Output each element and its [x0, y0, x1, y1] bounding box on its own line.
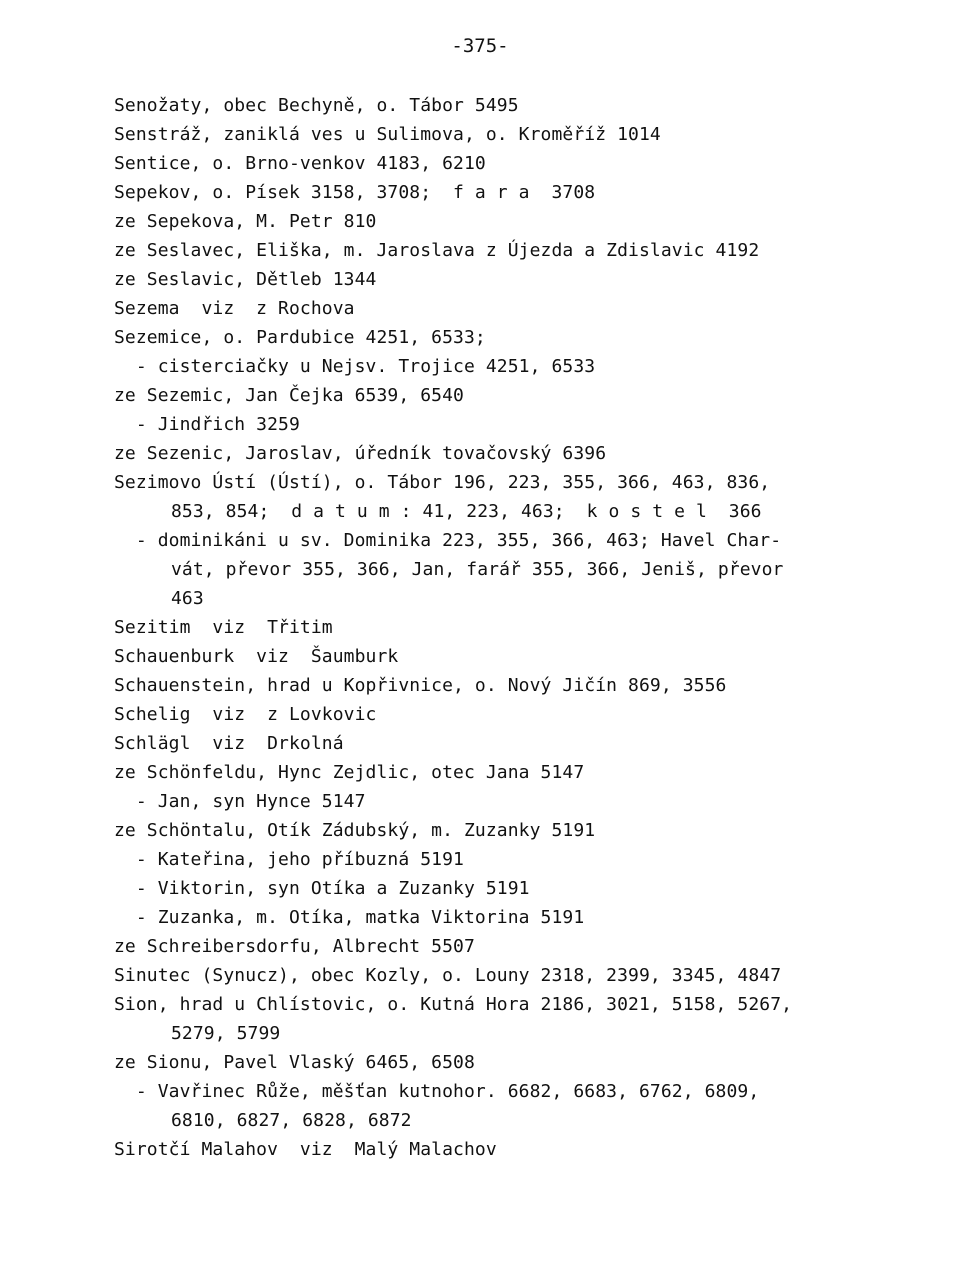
- index-entry-line: - cisterciačky u Nejsv. Trojice 4251, 6533: [114, 356, 596, 377]
- index-entry-line: ze Sezemic, Jan Čejka 6539, 6540: [114, 385, 464, 406]
- index-entry-line: Schelig viz z Lovkovic: [114, 704, 377, 725]
- index-entry-line: Sezimovo Ústí (Ústí), o. Tábor 196, 223, 355, 366, 463, 836,: [114, 472, 771, 493]
- index-entry-line: - dominikáni u sv. Dominika 223, 355, 366, 463; Havel Char-: [114, 530, 782, 551]
- index-entry-continuation: 463: [171, 588, 204, 609]
- index-entry-continuation: 6810, 6827, 6828, 6872: [171, 1110, 412, 1131]
- index-entry-line: ze Sezenic, Jaroslav, úředník tovačovský 6396: [114, 443, 607, 464]
- index-entry-line: ze Schönfeldu, Hync Zejdlic, otec Jana 5147: [114, 762, 585, 783]
- index-entry-line: - Vavřinec Růže, měšťan kutnohor. 6682, 6683, 6762, 6809,: [114, 1081, 760, 1102]
- index-entry-line: ze Seslavic, Dětleb 1344: [114, 269, 377, 290]
- index-entry-line: Sion, hrad u Chlístovic, o. Kutná Hora 2186, 3021, 5158, 5267,: [114, 994, 793, 1015]
- index-entry-line: ze Seslavec, Eliška, m. Jaroslava z Újezda a Zdislavic 4192: [114, 240, 760, 261]
- index-entry-line: Schauenstein, hrad u Kopřivnice, o. Nový Jičín 869, 3556: [114, 675, 727, 696]
- index-entry-line: Sezitim viz Třitim: [114, 617, 333, 638]
- index-entry-line: ze Schreibersdorfu, Albrecht 5507: [114, 936, 475, 957]
- index-entry-line: - Zuzanka, m. Otíka, matka Viktorina 5191: [114, 907, 585, 928]
- index-entry-line: Sezemice, o. Pardubice 4251, 6533;: [114, 327, 486, 348]
- index-entry-line: Sentice, o. Brno-venkov 4183, 6210: [114, 153, 486, 174]
- index-entries: [114, 91, 854, 1164]
- index-entry-continuation: vát, převor 355, 366, Jan, farář 355, 366, Jeniš, převor: [171, 559, 784, 580]
- index-entry-line: ze Schöntalu, Otík Zádubský, m. Zuzanky 5191: [114, 820, 596, 841]
- index-entry-continuation: 5279, 5799: [171, 1023, 281, 1044]
- index-entry-continuation: 853, 854; d a t u m : 41, 223, 463; k o s t e l 366: [171, 501, 762, 522]
- index-entry-line: Schauenburk viz Šaumburk: [114, 646, 399, 667]
- index-entry-line: - Viktorin, syn Otíka a Zuzanky 5191: [114, 878, 530, 899]
- index-entry-line: Sirotčí Malahov viz Malý Malachov: [114, 1139, 497, 1160]
- index-entry-line: Schlägl viz Drkolná: [114, 733, 344, 754]
- index-entry-line: Sinutec (Synucz), obec Kozly, o. Louny 2318, 2399, 3345, 4847: [114, 965, 782, 986]
- index-entry-line: - Kateřina, jeho příbuzná 5191: [114, 849, 464, 870]
- index-entry-line: - Jindřich 3259: [114, 414, 300, 435]
- index-entry-line: - Jan, syn Hynce 5147: [114, 791, 366, 812]
- index-entry-line: Sezema viz z Rochova: [114, 298, 355, 319]
- page-number: -375-: [451, 35, 509, 57]
- index-entry-line: Senožaty, obec Bechyně, o. Tábor 5495: [114, 95, 519, 116]
- index-entry-line: Sepekov, o. Písek 3158, 3708; f a r a 3708: [114, 182, 596, 203]
- index-entry-line: Senstráž, zaniklá ves u Sulimova, o. Kroměříž 1014: [114, 124, 661, 145]
- index-entry-line: ze Sepekova, M. Petr 810: [114, 211, 377, 232]
- index-entry-line: ze Sionu, Pavel Vlaský 6465, 6508: [114, 1052, 475, 1073]
